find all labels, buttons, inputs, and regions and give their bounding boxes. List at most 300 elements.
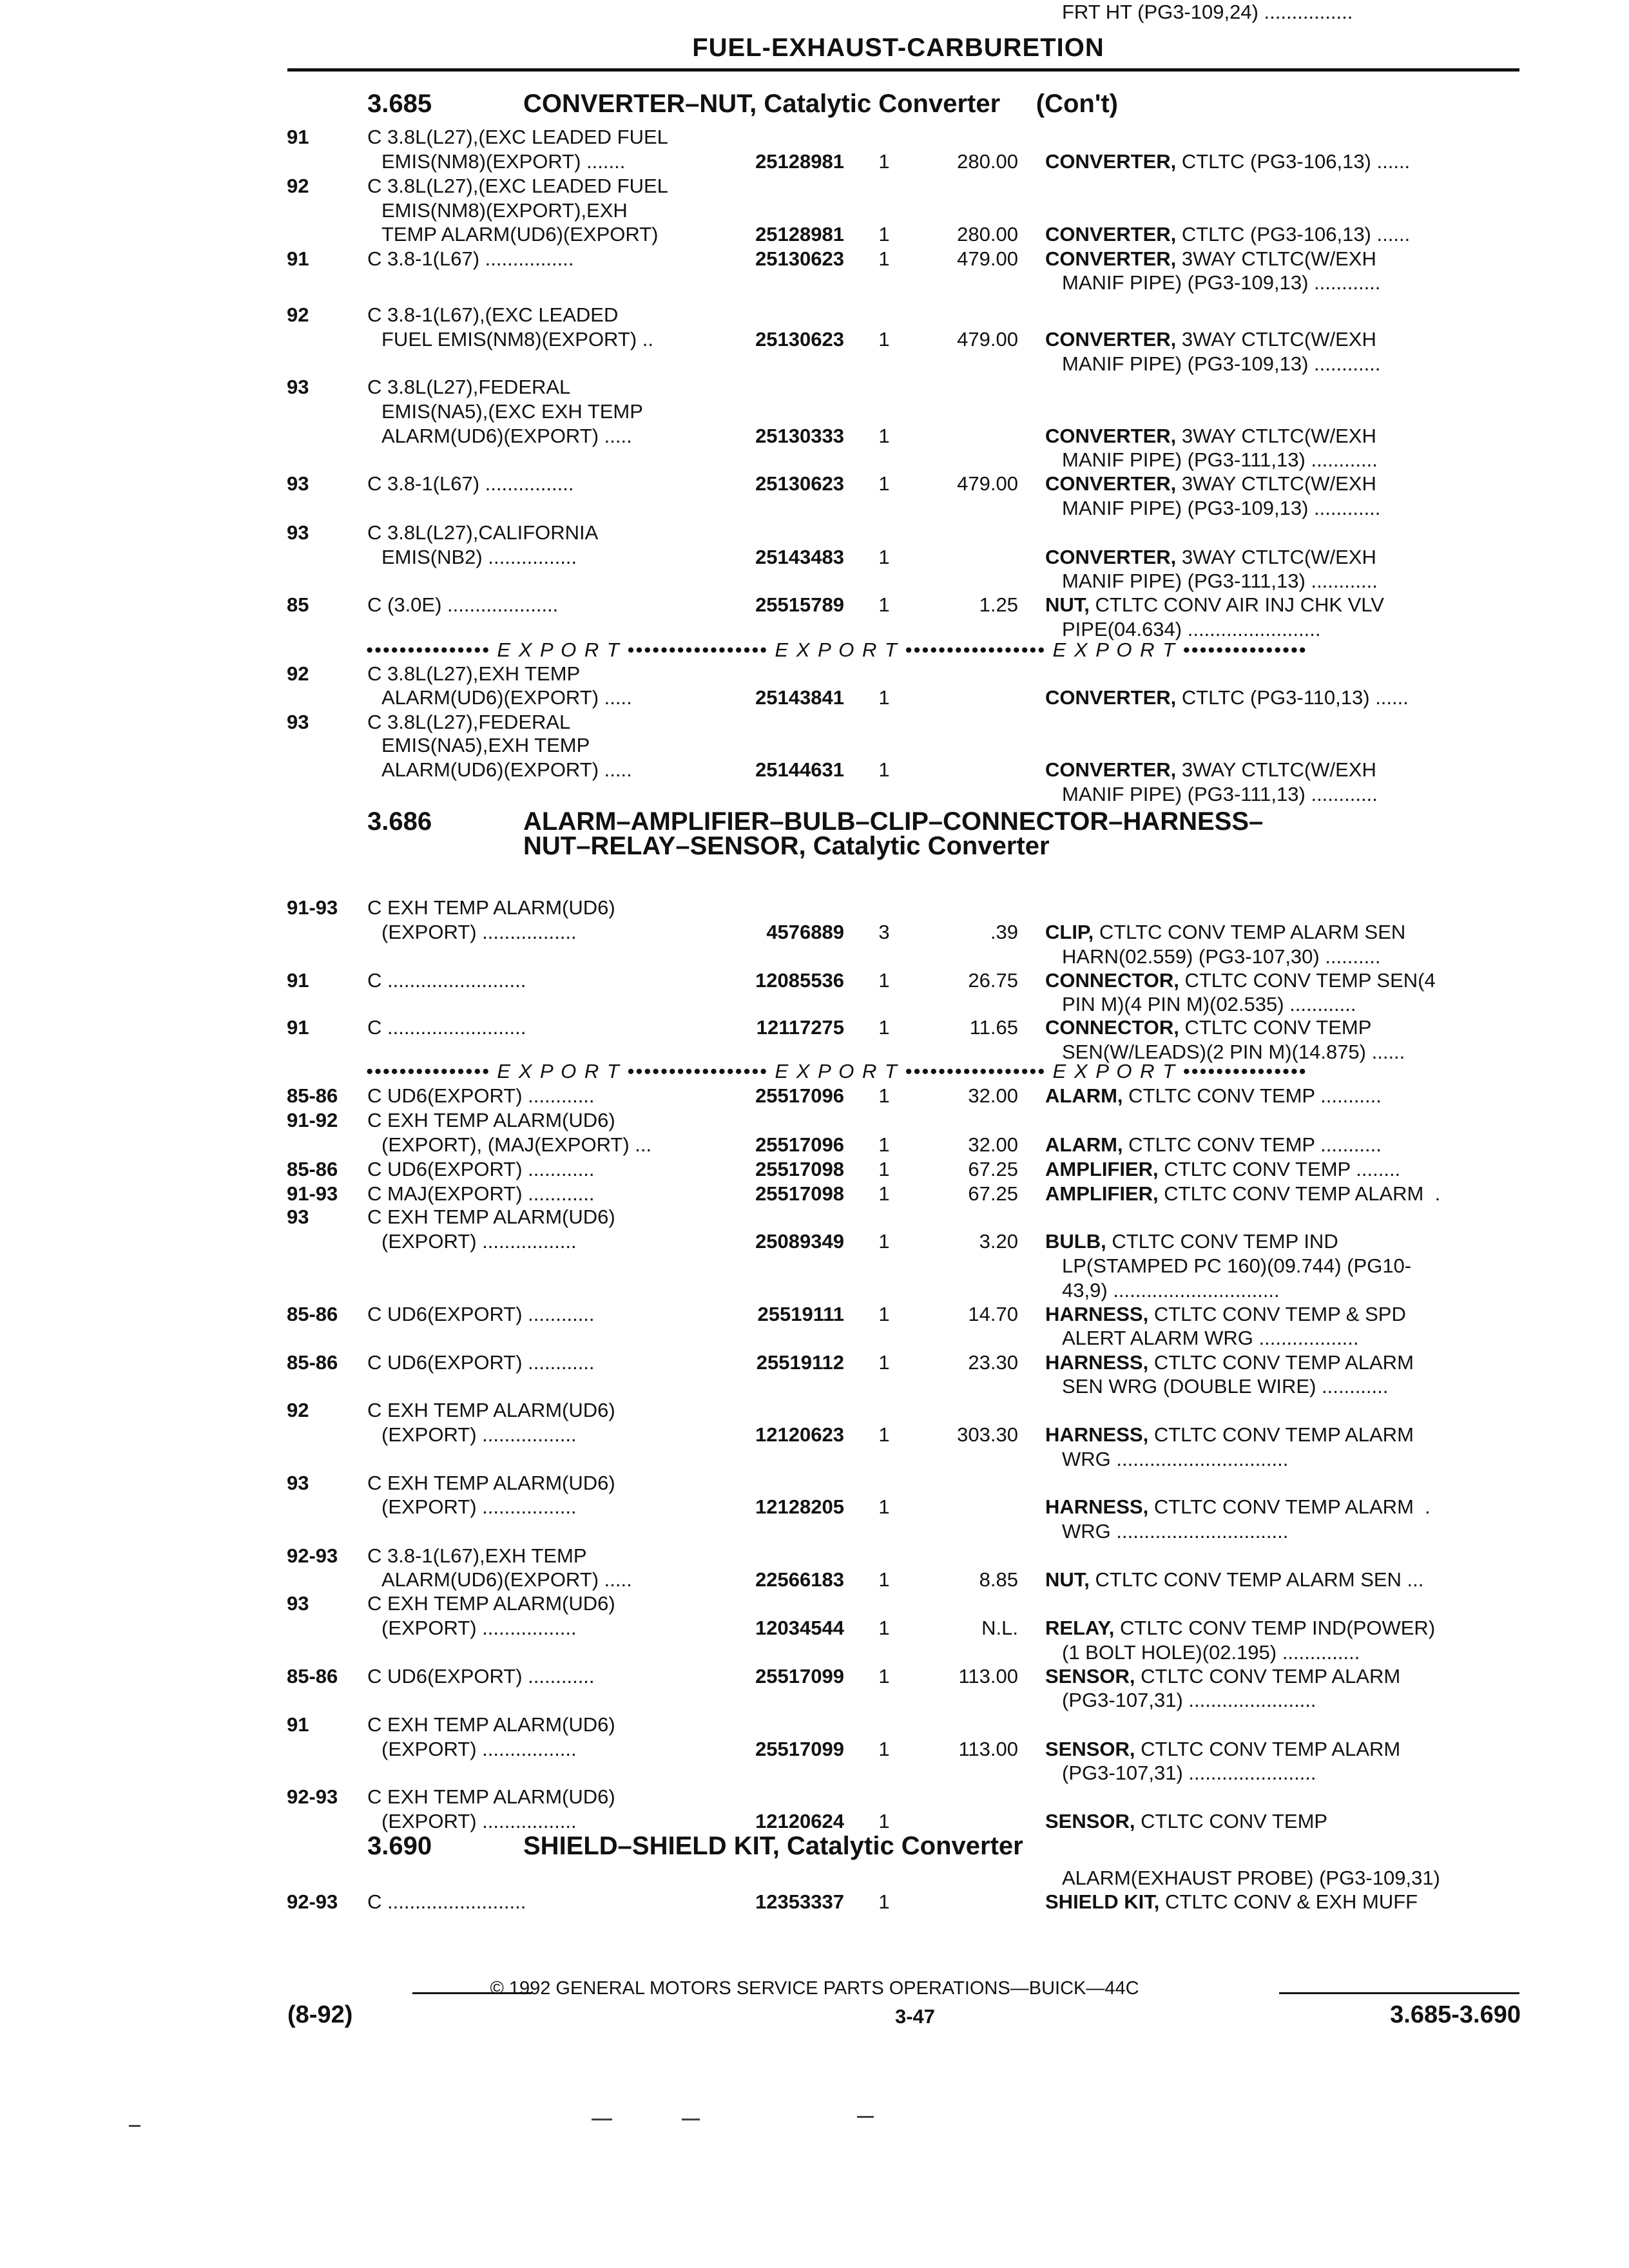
part-name-detail: CTLTC CONV TEMP ALARM SEN ... xyxy=(1089,1568,1424,1591)
part-name xyxy=(1045,593,1516,617)
application-description: C MAJ(EXPORT) ............ xyxy=(367,1182,595,1205)
part-name-detail: CTLTC (PG3-110,13) ...... xyxy=(1176,686,1409,709)
application-description: C 3.8L(L27),(EXC LEADED FUEL xyxy=(367,175,668,197)
part-number: 25144631 xyxy=(755,758,844,781)
part-number: 12353337 xyxy=(755,1890,844,1913)
table-row xyxy=(0,247,1629,271)
application-description: C 3.8-1(L67),(EXC LEADED xyxy=(367,303,619,326)
part-number: 25517099 xyxy=(755,1738,844,1760)
section-number: 3.690 xyxy=(367,1832,432,1860)
application-description: C ......................... xyxy=(367,1890,526,1913)
price: 303.30 xyxy=(957,1423,1018,1446)
quantity: 1 xyxy=(878,247,890,270)
application-description: C UD6(EXPORT) ............ xyxy=(367,1084,595,1107)
table-row xyxy=(0,1688,1629,1712)
part-name-detail: CTLTC CONV TEMP xyxy=(1179,1016,1372,1039)
model-year: 92-93 xyxy=(287,1890,338,1913)
part-name xyxy=(1045,472,1516,495)
application-description: (EXPORT) ................. xyxy=(381,1495,577,1518)
part-name xyxy=(1045,1423,1516,1446)
quantity: 1 xyxy=(878,1351,890,1374)
application-description: EMIS(NA5),(EXC EXH TEMP xyxy=(381,400,643,423)
table-row xyxy=(0,1229,1629,1253)
application-description: C UD6(EXPORT) ............ xyxy=(367,1351,595,1374)
model-year: 91 xyxy=(287,126,309,148)
application-description: C 3.8-1(L67),EXH TEMP xyxy=(367,1544,587,1567)
part-name-detail: 3WAY CTLTC(W/EXH xyxy=(1176,328,1376,351)
part-name-noun: SENSOR, xyxy=(1045,1665,1135,1687)
table-row xyxy=(0,1640,1629,1664)
application-description: (EXPORT) ................. xyxy=(381,1423,577,1446)
part-name-detail: CTLTC CONV TEMP ALARM xyxy=(1135,1738,1401,1760)
part-name xyxy=(1045,758,1516,782)
price: 479.00 xyxy=(957,472,1018,495)
part-name xyxy=(1045,1350,1516,1374)
part-name-continuation: MANIF PIPE) (PG3-111,13) ............ xyxy=(1062,448,1378,471)
part-name-detail: CTLTC (PG3-106,13) ...... xyxy=(1176,150,1411,173)
table-row xyxy=(0,1544,1629,1568)
part-name-noun: HARNESS, xyxy=(1045,1495,1149,1518)
table-row xyxy=(0,1591,1629,1615)
part-name-continuation: MANIF PIPE) (PG3-111,13) ............ xyxy=(1062,570,1378,592)
quantity: 1 xyxy=(878,223,890,245)
quantity: 1 xyxy=(878,1230,890,1253)
table-row xyxy=(0,1519,1629,1543)
section-title-line: SHIELD–SHIELD KIT, Catalytic Converter xyxy=(523,1832,1023,1860)
part-name-continuation: FRT HT (PG3-109,24) ................ xyxy=(1062,1,1353,23)
section-number: 3.685 xyxy=(367,90,432,118)
section-title xyxy=(523,91,1516,116)
part-number: 25517098 xyxy=(755,1158,844,1180)
part-name xyxy=(1045,1229,1516,1253)
part-name-noun: CONNECTOR, xyxy=(1045,969,1179,992)
price: 67.25 xyxy=(968,1182,1018,1205)
part-number: 25517096 xyxy=(755,1133,844,1156)
part-name-noun: ALARM, xyxy=(1045,1133,1123,1156)
table-row xyxy=(0,0,1629,24)
price: 32.00 xyxy=(968,1084,1018,1107)
part-name-detail: 3WAY CTLTC(W/EXH xyxy=(1176,425,1376,447)
table-row xyxy=(0,1866,1629,1890)
part-name-continuation: SEN(W/LEADS)(2 PIN M)(14.875) ...... xyxy=(1062,1041,1405,1063)
application-description: ALARM(UD6)(EXPORT) ..... xyxy=(381,425,632,447)
part-name-noun: AMPLIFIER, xyxy=(1045,1182,1159,1205)
quantity: 1 xyxy=(878,1495,890,1518)
section-title-line: ALARM–AMPLIFIER–BULB–CLIP–CONNECTOR–HARNESS– xyxy=(523,807,1264,836)
export-separator-text: ••••••••••••••• E X P O R T ••••••••••••••••• E X P O R T ••••••••••••••••• E X P O R T ••••••••••••••• xyxy=(366,1060,1307,1082)
part-name-continuation: PIPE(04.634) ........................ xyxy=(1062,618,1321,640)
section-number: 3.686 xyxy=(367,807,432,836)
quantity: 1 xyxy=(878,1665,890,1687)
model-year: 85-86 xyxy=(287,1303,338,1325)
quantity: 1 xyxy=(878,546,890,568)
model-year: 93 xyxy=(287,376,309,398)
part-name-detail: 3WAY CTLTC(W/EXH xyxy=(1176,247,1376,270)
table-row xyxy=(0,1108,1629,1132)
part-name-continuation: MANIF PIPE) (PG3-109,13) ............ xyxy=(1062,271,1381,294)
quantity: 1 xyxy=(878,1890,890,1913)
table-row xyxy=(0,521,1629,544)
application-description: C EXH TEMP ALARM(UD6) xyxy=(367,1592,615,1615)
part-number: 22566183 xyxy=(755,1568,844,1591)
application-description: C UD6(EXPORT) ............ xyxy=(367,1158,595,1180)
part-name xyxy=(1045,1809,1516,1833)
part-name-noun: RELAY, xyxy=(1045,1617,1115,1639)
application-description: ALARM(UD6)(EXPORT) ..... xyxy=(381,1568,632,1591)
table-row xyxy=(0,327,1629,351)
price: 1.25 xyxy=(979,593,1018,616)
model-year: 85-86 xyxy=(287,1158,338,1180)
table-row xyxy=(0,1278,1629,1302)
table-row xyxy=(0,352,1629,376)
table-row xyxy=(0,125,1629,149)
model-year: 93 xyxy=(287,521,309,544)
part-number: 25519111 xyxy=(757,1303,844,1325)
table-row xyxy=(0,1568,1629,1591)
table-row xyxy=(0,945,1629,968)
application-description: C (3.0E) .................... xyxy=(367,593,559,616)
part-name-continuation: ALARM(EXHAUST PROBE) (PG3-109,31) xyxy=(1062,1867,1440,1889)
part-name-noun: SENSOR, xyxy=(1045,1738,1135,1760)
table-row xyxy=(0,782,1629,806)
scan-mark xyxy=(857,2116,874,2118)
table-row xyxy=(0,1350,1629,1374)
table-row xyxy=(0,1205,1629,1229)
part-name-detail: CTLTC CONV TEMP IND(POWER) xyxy=(1114,1617,1436,1639)
price: 280.00 xyxy=(957,223,1018,245)
price: 11.65 xyxy=(969,1016,1018,1039)
application-description: ALARM(UD6)(EXPORT) ..... xyxy=(381,686,632,709)
part-name xyxy=(1045,1015,1516,1039)
price: N.L. xyxy=(981,1617,1018,1639)
part-name xyxy=(1045,1737,1516,1761)
part-name-continuation: HARN(02.559) (PG3-107,30) .......... xyxy=(1062,945,1381,968)
part-name-noun: HARNESS, xyxy=(1045,1423,1149,1446)
model-year: 92 xyxy=(287,303,309,326)
part-name-detail: CTLTC CONV TEMP ........ xyxy=(1158,1158,1401,1180)
table-row xyxy=(0,1423,1629,1446)
footer-section-range: 3.685-3.690 xyxy=(1390,2001,1521,2028)
table-row xyxy=(0,569,1629,593)
part-name-noun: HARNESS, xyxy=(1045,1351,1149,1374)
price: 113.00 xyxy=(958,1738,1018,1760)
application-description: C UD6(EXPORT) ............ xyxy=(367,1303,595,1325)
application-description: EMIS(NA5),EXH TEMP xyxy=(381,734,590,756)
part-name-detail: CTLTC CONV TEMP SEN(4 xyxy=(1179,969,1436,992)
part-name-continuation: (1 BOLT HOLE)(02.195) .............. xyxy=(1062,1641,1360,1664)
table-row xyxy=(0,149,1629,173)
model-year: 92 xyxy=(287,1399,309,1421)
table-row xyxy=(0,968,1629,992)
quantity: 1 xyxy=(878,472,890,495)
part-name-noun: CONVERTER, xyxy=(1045,223,1177,245)
application-description: EMIS(NM8)(EXPORT),EXH xyxy=(381,199,628,222)
price: 67.25 xyxy=(968,1158,1018,1180)
table-row xyxy=(0,198,1629,222)
part-name-detail: 3WAY CTLTC(W/EXH xyxy=(1176,546,1376,568)
part-name-noun: CONVERTER, xyxy=(1045,150,1177,173)
application-description: C 3.8-1(L67) ................ xyxy=(367,472,574,495)
table-row xyxy=(0,448,1629,472)
part-name-detail: CTLTC CONV TEMP xyxy=(1135,1810,1328,1832)
part-name-continuation: WRG ............................... xyxy=(1062,1520,1289,1542)
table-row xyxy=(0,1471,1629,1495)
model-year: 91-93 xyxy=(287,896,338,919)
model-year: 85-86 xyxy=(287,1351,338,1374)
quantity: 1 xyxy=(878,150,890,173)
quantity: 1 xyxy=(878,1303,890,1325)
application-description: (EXPORT) ................. xyxy=(381,1230,577,1253)
part-name-noun: CONVERTER, xyxy=(1045,758,1177,781)
part-name-continuation: MANIF PIPE) (PG3-109,13) ............ xyxy=(1062,497,1381,519)
part-number: 12128205 xyxy=(755,1495,844,1518)
application-description: C EXH TEMP ALARM(UD6) xyxy=(367,1472,615,1494)
application-description: C EXH TEMP ALARM(UD6) xyxy=(367,896,615,919)
part-name-detail: CTLTC (PG3-106,13) ...... xyxy=(1176,223,1411,245)
part-name-continuation: MANIF PIPE) (PG3-109,13) ............ xyxy=(1062,352,1381,375)
page-title: FUEL-EXHAUST-CARBURETION xyxy=(692,34,1104,62)
part-name xyxy=(1045,686,1516,709)
application-description: C ......................... xyxy=(367,969,526,992)
part-name-noun: NUT, xyxy=(1045,593,1090,616)
part-name-continuation: WRG ............................... xyxy=(1062,1448,1289,1470)
part-name-detail: 3WAY CTLTC(W/EXH xyxy=(1176,472,1376,495)
part-name xyxy=(1045,1157,1516,1181)
model-year: 93 xyxy=(287,1592,309,1615)
part-number: 25089349 xyxy=(755,1230,844,1253)
scan-mark xyxy=(129,2125,140,2127)
table-row xyxy=(0,1737,1629,1761)
quantity: 1 xyxy=(878,969,890,992)
application-description: (EXPORT) ................. xyxy=(381,1617,577,1639)
part-name-detail: CTLTC CONV TEMP ........... xyxy=(1123,1084,1382,1107)
application-description: C 3.8-1(L67) ................ xyxy=(367,247,574,270)
model-year: 85 xyxy=(287,593,309,616)
part-name-continuation: PIN M)(4 PIN M)(02.535) ............ xyxy=(1062,993,1356,1015)
part-name-continuation: (PG3-107,31) ....................... xyxy=(1062,1762,1316,1784)
table-row xyxy=(0,1374,1629,1398)
part-number: 25519112 xyxy=(756,1351,844,1374)
application-description: TEMP ALARM(UD6)(EXPORT) xyxy=(381,223,659,245)
table-row xyxy=(0,1495,1629,1519)
part-number: 12117275 xyxy=(756,1016,844,1039)
table-row xyxy=(0,1157,1629,1181)
table-row xyxy=(0,896,1629,919)
table-row xyxy=(0,1015,1629,1039)
part-number: 25130623 xyxy=(755,247,844,270)
model-year: 91-93 xyxy=(287,1182,338,1205)
quantity: 1 xyxy=(878,328,890,351)
part-name-continuation: ALERT ALARM WRG .................. xyxy=(1062,1327,1359,1349)
table-row xyxy=(0,1713,1629,1736)
part-number: 12085536 xyxy=(755,969,844,992)
part-name-detail: CTLTC CONV TEMP ALARM . xyxy=(1148,1495,1431,1518)
part-number: 25128981 xyxy=(755,150,844,173)
price: 8.85 xyxy=(979,1568,1018,1591)
part-name-detail: CTLTC CONV TEMP IND xyxy=(1106,1230,1338,1253)
part-name-detail: 3WAY CTLTC(W/EXH xyxy=(1176,758,1376,781)
quantity: 1 xyxy=(878,425,890,447)
part-name-noun: CONVERTER, xyxy=(1045,686,1177,709)
part-name-noun: CONNECTOR, xyxy=(1045,1016,1179,1039)
part-number: 25143841 xyxy=(755,686,844,709)
application-description: C 3.8L(L27),FEDERAL xyxy=(367,711,571,733)
model-year: 92 xyxy=(287,175,309,197)
part-name-noun: CLIP, xyxy=(1045,921,1094,943)
application-description: C EXH TEMP ALARM(UD6) xyxy=(367,1206,615,1228)
application-description: EMIS(NB2) ................ xyxy=(381,546,577,568)
section-title xyxy=(523,809,1516,858)
model-year: 92-93 xyxy=(287,1785,338,1808)
application-description: (EXPORT) ................. xyxy=(381,1738,577,1760)
table-row xyxy=(0,1254,1629,1278)
header-rule xyxy=(287,68,1519,72)
part-number: 25130623 xyxy=(755,328,844,351)
part-name-detail: CTLTC CONV TEMP ALARM . xyxy=(1158,1182,1441,1205)
part-name xyxy=(1045,1616,1516,1640)
price: .39 xyxy=(990,921,1018,943)
part-number: 12120624 xyxy=(755,1810,844,1832)
table-row xyxy=(0,472,1629,495)
price: 479.00 xyxy=(957,328,1018,351)
quantity: 1 xyxy=(878,1423,890,1446)
scan-mark xyxy=(682,2119,700,2120)
part-number: 25130333 xyxy=(755,425,844,447)
table-row xyxy=(0,1664,1629,1688)
quantity: 1 xyxy=(878,1158,890,1180)
table-row xyxy=(0,1785,1629,1809)
part-name xyxy=(1045,1890,1516,1914)
part-name xyxy=(1045,545,1516,569)
quantity: 1 xyxy=(878,1617,890,1639)
application-description: C EXH TEMP ALARM(UD6) xyxy=(367,1785,615,1808)
part-name-detail: CTLTC CONV TEMP ........... xyxy=(1123,1133,1382,1156)
price: 3.20 xyxy=(979,1230,1018,1253)
price: 32.00 xyxy=(968,1133,1018,1156)
footer-date: (8-92) xyxy=(287,2001,353,2028)
part-name xyxy=(1045,247,1516,271)
part-name-noun: CONVERTER, xyxy=(1045,425,1177,447)
application-description: (EXPORT) ................. xyxy=(381,1810,577,1832)
part-name-detail: CTLTC CONV TEMP & SPD xyxy=(1148,1303,1406,1325)
model-year: 93 xyxy=(287,472,309,495)
table-row xyxy=(0,1616,1629,1640)
part-name-noun: BULB, xyxy=(1045,1230,1106,1253)
application-description: C EXH TEMP ALARM(UD6) xyxy=(367,1109,615,1131)
part-name-noun: CONVERTER, xyxy=(1045,472,1177,495)
section-title-line: NUT–RELAY–SENSOR, Catalytic Converter xyxy=(523,832,1050,860)
model-year: 91 xyxy=(287,1016,309,1039)
application-description: C ......................... xyxy=(367,1016,526,1039)
table-row xyxy=(0,1302,1629,1326)
table-row xyxy=(0,545,1629,569)
application-description: FUEL EMIS(NM8)(EXPORT) .. xyxy=(381,328,653,351)
section-title xyxy=(523,1834,1516,1858)
part-name-continuation: (PG3-107,31) ....................... xyxy=(1062,1689,1316,1711)
quantity: 1 xyxy=(878,1738,890,1760)
part-number: 25143483 xyxy=(755,546,844,568)
application-description: C 3.8L(L27),FEDERAL xyxy=(367,376,571,398)
model-year: 92-93 xyxy=(287,1544,338,1567)
price: 26.75 xyxy=(968,969,1018,992)
part-name xyxy=(1045,327,1516,351)
part-name-noun: ALARM, xyxy=(1045,1084,1123,1107)
table-row xyxy=(0,303,1629,327)
part-number: 25515789 xyxy=(755,593,844,616)
application-description: C 3.8L(L27),EXH TEMP xyxy=(367,662,581,685)
part-name xyxy=(1045,1182,1516,1206)
table-row xyxy=(0,1890,1629,1914)
model-year: 93 xyxy=(287,711,309,733)
part-name-detail: CTLTC CONV & EXH MUFF xyxy=(1159,1890,1418,1913)
table-row xyxy=(0,758,1629,782)
part-name xyxy=(1045,424,1516,448)
part-name-detail: CTLTC CONV TEMP ALARM SEN xyxy=(1094,921,1406,943)
application-description: C EXH TEMP ALARM(UD6) xyxy=(367,1713,615,1736)
export-separator-text: ••••••••••••••• E X P O R T ••••••••••••••••• E X P O R T ••••••••••••••••• E X P O R T ••••••••••••••• xyxy=(366,639,1307,661)
application-description: EMIS(NM8)(EXPORT) ....... xyxy=(381,150,626,173)
part-name xyxy=(1045,222,1516,246)
model-year: 85-86 xyxy=(287,1665,338,1687)
table-row xyxy=(0,1084,1629,1108)
application-description: (EXPORT), (MAJ(EXPORT) ... xyxy=(381,1133,652,1156)
table-row xyxy=(0,686,1629,709)
table-row xyxy=(0,1326,1629,1350)
part-name xyxy=(1045,1302,1516,1326)
application-description: ALARM(UD6)(EXPORT) ..... xyxy=(381,758,632,781)
table-row xyxy=(0,375,1629,399)
table-row xyxy=(0,1447,1629,1471)
table-row xyxy=(0,593,1629,617)
part-number: 25517096 xyxy=(755,1084,844,1107)
part-name xyxy=(1045,1664,1516,1688)
application-description: C 3.8L(L27),CALIFORNIA xyxy=(367,521,599,544)
part-name-noun: HARNESS, xyxy=(1045,1303,1149,1325)
part-name-continuation: SEN WRG (DOUBLE WIRE) ............ xyxy=(1062,1375,1389,1398)
application-description: C EXH TEMP ALARM(UD6) xyxy=(367,1399,615,1421)
quantity: 3 xyxy=(878,921,890,943)
page-header xyxy=(0,34,1629,62)
section-title-line: CONVERTER–NUT, Catalytic Converter (Con't) xyxy=(523,90,1118,118)
table-row xyxy=(0,920,1629,944)
part-number: 25517099 xyxy=(755,1665,844,1687)
table-row xyxy=(0,174,1629,198)
part-name xyxy=(1045,1568,1516,1591)
table-row xyxy=(0,1809,1629,1833)
part-name-detail: CTLTC CONV AIR INJ CHK VLV xyxy=(1089,593,1384,616)
quantity: 1 xyxy=(878,1133,890,1156)
part-name xyxy=(1045,149,1516,173)
part-name xyxy=(1045,1133,1516,1157)
price: 479.00 xyxy=(957,247,1018,270)
table-row xyxy=(0,399,1629,423)
quantity: 1 xyxy=(878,1084,890,1107)
part-name xyxy=(1045,968,1516,992)
part-name-continuation: MANIF PIPE) (PG3-111,13) ............ xyxy=(1062,783,1378,805)
application-description: (EXPORT) ................. xyxy=(381,921,577,943)
part-name-noun: CONVERTER, xyxy=(1045,546,1177,568)
model-year: 93 xyxy=(287,1206,309,1228)
footer-page-number: 3-47 xyxy=(894,2005,936,2028)
part-number: 25517098 xyxy=(755,1182,844,1205)
part-number: 12120623 xyxy=(755,1423,844,1446)
quantity: 1 xyxy=(878,686,890,709)
model-year: 93 xyxy=(287,1472,309,1494)
model-year: 91 xyxy=(287,1713,309,1736)
application-description: C UD6(EXPORT) ............ xyxy=(367,1665,595,1687)
part-name-continuation: 43,9) .............................. xyxy=(1062,1279,1280,1302)
part-name-detail: CTLTC CONV TEMP ALARM xyxy=(1148,1423,1414,1446)
